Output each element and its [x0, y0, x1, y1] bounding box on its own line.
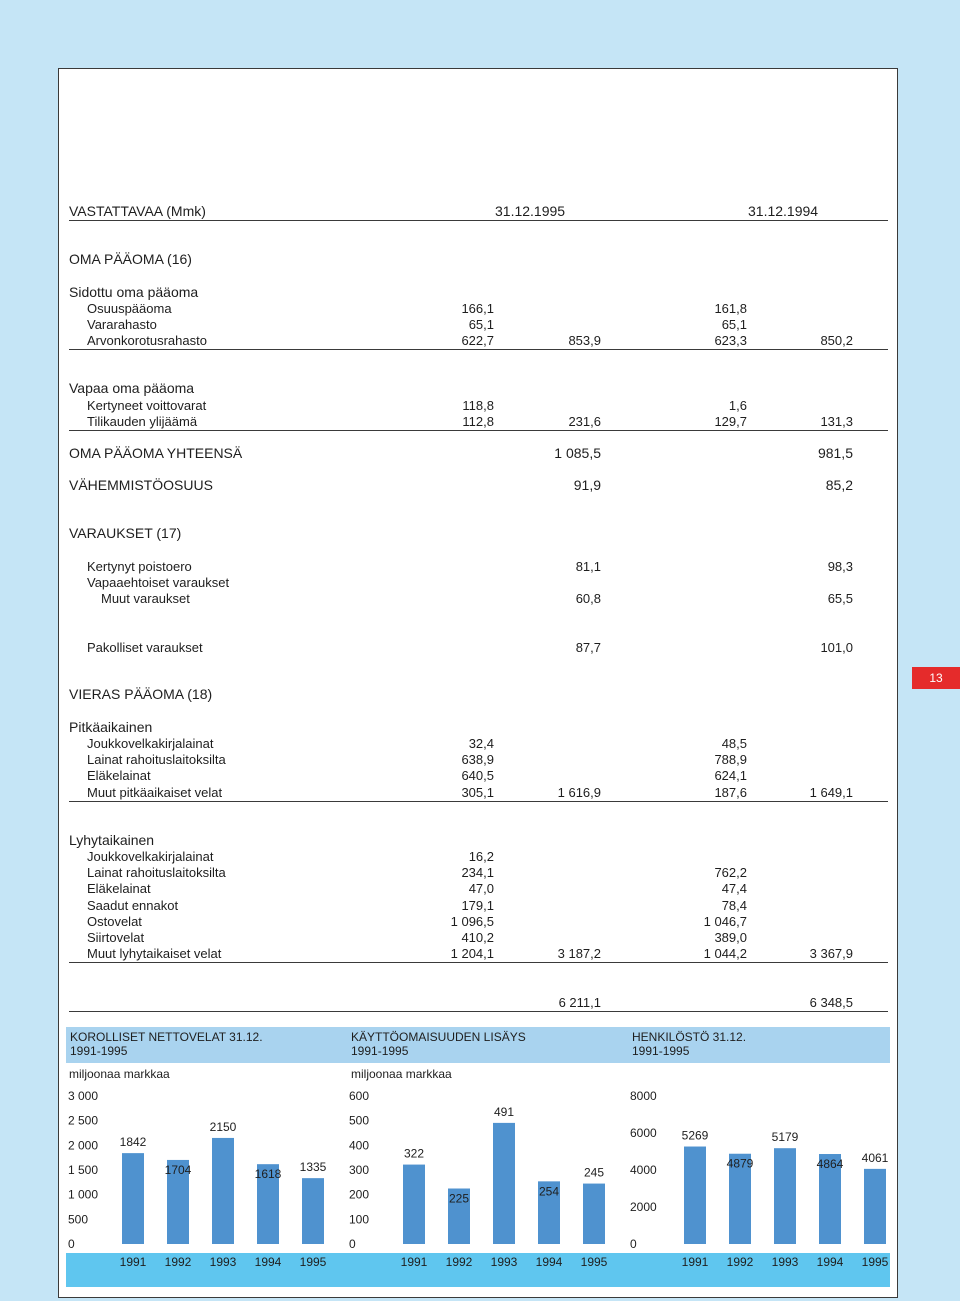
row-value-c3: 129,7: [714, 414, 747, 429]
header-col-1995: 31.12.1995: [495, 203, 566, 219]
row-label: Eläkelainat: [87, 881, 151, 896]
row-value-c2: 3 187,2: [557, 946, 601, 961]
balance-row: [69, 251, 888, 268]
x-tick-label: 1993: [209, 1255, 237, 1269]
bar: [864, 1169, 886, 1244]
balance-row: [69, 880, 888, 897]
chart-debt: [66, 1080, 336, 1280]
chart-title: HENKILÖSTÖ 31.12.: [632, 1030, 747, 1044]
row-label: Joukkovelkakirjalainat: [87, 849, 214, 864]
row-label: Vapaaehtoiset varaukset: [87, 575, 230, 590]
row-label: Pitkäaikainen: [69, 719, 153, 735]
row-value-c1: 640,5: [461, 768, 494, 783]
row-label: Lainat rahoituslaitoksilta: [87, 752, 226, 767]
chart-title-debt: [70, 1030, 263, 1058]
balance-row: [69, 332, 888, 350]
bar: [302, 1178, 324, 1244]
row-label: Muut pitkäaikaiset velat: [87, 785, 223, 800]
row-label: Arvonkorotusrahasto: [87, 333, 207, 348]
row-value-c1: 410,2: [461, 930, 494, 945]
row-label: Tilikauden ylijäämä: [87, 414, 198, 429]
row-value-c1: 234,1: [461, 865, 494, 880]
row-value-c1: 112,8: [462, 414, 494, 429]
x-tick-label: 1995: [299, 1255, 327, 1269]
header-col-1994: 31.12.1994: [748, 203, 819, 219]
y-tick-label: 2000: [630, 1200, 657, 1214]
balance-row: [69, 413, 888, 431]
row-label: Kertynyt poistoero: [87, 559, 192, 574]
y-tick-label: 200: [349, 1187, 370, 1202]
bar-value-label: 1704: [164, 1162, 192, 1177]
header-label: VASTATTAVAA (Mmk): [69, 203, 206, 219]
bar-value-label: 5269: [681, 1128, 709, 1143]
y-tick-label: 600: [349, 1089, 370, 1103]
bar-value-label: 4879: [726, 1156, 754, 1171]
bar-value-label: 322: [403, 1146, 425, 1161]
bar: [583, 1184, 605, 1244]
row-value-c3: 788,9: [714, 752, 747, 767]
balance-row: [69, 848, 888, 865]
chart-title: KÄYTTÖOMAISUUDEN LISÄYS: [351, 1030, 526, 1044]
balance-row: [69, 719, 888, 736]
y-tick-label: 4000: [630, 1163, 657, 1177]
y-tick-label: 300: [349, 1163, 370, 1177]
balance-row: [69, 735, 888, 752]
row-label: Muut lyhytaikaiset velat: [87, 946, 222, 961]
bar: [403, 1165, 425, 1244]
row-label: Kertyneet voittovarat: [87, 398, 207, 413]
x-tick-label: 1995: [580, 1255, 608, 1269]
row-value-c4: 131,3: [820, 414, 853, 429]
row-value-c1: 305,1: [461, 785, 494, 800]
row-value-c4: 98,3: [827, 559, 853, 574]
row-value-c3: 1 046,7: [703, 914, 747, 929]
row-value-c1: 118,8: [462, 398, 494, 413]
y-tick-label: 500: [349, 1113, 370, 1128]
x-tick-label: 1991: [681, 1255, 709, 1269]
bar-value-label: 4864: [816, 1157, 844, 1172]
chart-title-investment: [351, 1030, 526, 1058]
row-label: Lainat rahoituslaitoksilta: [87, 865, 226, 880]
row-value-c3: 1,6: [728, 398, 747, 413]
balance-row: [69, 945, 888, 963]
bar-value-label: 1618: [254, 1167, 282, 1182]
row-label: Osuuspääoma: [87, 301, 172, 316]
row-value-c1: 32,4: [468, 736, 494, 751]
bar: [212, 1138, 234, 1244]
y-tick-label: 0: [349, 1237, 356, 1251]
chart-unit-debt: miljoonaa markkaa: [69, 1067, 170, 1081]
x-tick-label: 1994: [535, 1255, 563, 1269]
x-tick-label: 1993: [490, 1255, 518, 1269]
row-value-c3: 762,2: [714, 865, 747, 880]
row-value-c2: 6 211,1: [558, 995, 601, 1010]
chart-investment: [347, 1080, 617, 1280]
row-value-c4: 981,5: [817, 445, 853, 461]
bar: [774, 1148, 796, 1244]
row-value-c3: 1 044,2: [703, 946, 747, 961]
row-label: Eläkelainat: [87, 768, 151, 783]
row-value-c3: 161,8: [714, 301, 747, 316]
row-value-c1: 622,7: [461, 333, 494, 348]
row-value-c4: 65,5: [827, 591, 853, 606]
balance-header: [69, 203, 888, 221]
balance-row: [69, 590, 888, 607]
row-label: Saadut ennakot: [87, 898, 179, 913]
balance-row: [69, 316, 888, 333]
balance-row: [69, 300, 888, 317]
row-value-c4: 6 348,5: [809, 995, 853, 1010]
row-value-c1: 1 096,5: [450, 914, 494, 929]
row-value-c1: 47,0: [468, 881, 494, 896]
row-label: VÄHEMMISTÖOSUUS: [69, 477, 213, 493]
balance-row: [69, 477, 888, 494]
row-value-c2: 853,9: [568, 333, 601, 348]
balance-row: [69, 864, 888, 881]
row-value-c2: 1 085,5: [554, 445, 601, 461]
balance-row: [69, 994, 888, 1012]
balance-row: [69, 686, 888, 703]
row-value-c1: 16,2: [468, 849, 494, 864]
chart-subtitle: 1991-1995: [70, 1044, 128, 1058]
row-label: VIERAS PÄÄOMA (18): [69, 686, 213, 702]
bar-value-label: 245: [583, 1165, 605, 1180]
row-value-c3: 48,5: [721, 736, 747, 751]
row-value-c4: 101,0: [820, 640, 853, 655]
row-label: OMA PÄÄOMA YHTEENSÄ: [69, 445, 243, 461]
page-number-tab: 13: [912, 667, 960, 689]
row-label: Vararahasto: [87, 317, 157, 332]
row-value-c1: 65,1: [468, 317, 494, 332]
balance-row: [69, 751, 888, 768]
balance-row: [69, 397, 888, 414]
row-value-c3: 187,6: [714, 785, 747, 800]
y-tick-label: 6000: [630, 1126, 657, 1140]
balance-row: [69, 897, 888, 914]
y-tick-label: 500: [68, 1212, 89, 1227]
bar-value-label: 225: [448, 1191, 470, 1206]
row-label: Lyhytaikainen: [69, 832, 155, 848]
x-tick-label: 1992: [164, 1255, 192, 1269]
y-tick-label: 3 000: [68, 1089, 99, 1103]
bar-value-label: 254: [538, 1184, 560, 1199]
chart-title-personnel: [632, 1030, 746, 1058]
row-value-c3: 47,4: [721, 881, 747, 896]
balance-row: [69, 913, 888, 930]
row-value-c3: 623,3: [714, 333, 747, 348]
balance-row: [69, 784, 888, 802]
row-label: Vapaa oma pääoma: [69, 380, 195, 396]
x-tick-label: 1991: [119, 1255, 147, 1269]
row-label: VARAUKSET (17): [69, 525, 182, 541]
x-tick-label: 1991: [400, 1255, 428, 1269]
bar: [493, 1123, 515, 1244]
row-value-c3: 624,1: [714, 768, 747, 783]
row-value-c2: 81,1: [575, 559, 601, 574]
x-tick-label: 1993: [771, 1255, 799, 1269]
balance-row: [69, 929, 888, 946]
y-tick-label: 1 500: [68, 1163, 99, 1177]
balance-row: [69, 639, 888, 656]
bar-value-label: 4061: [861, 1150, 889, 1165]
y-tick-label: 100: [349, 1212, 370, 1227]
row-value-c3: 65,1: [721, 317, 747, 332]
chart-title: KOROLLISET NETTOVELAT 31.12.: [70, 1030, 263, 1044]
balance-row: [69, 284, 888, 301]
row-label: Sidottu oma pääoma: [69, 284, 199, 300]
row-label: Pakolliset varaukset: [87, 640, 203, 655]
row-value-c4: 850,2: [820, 333, 853, 348]
row-value-c2: 87,7: [575, 640, 601, 655]
y-tick-label: 1 000: [68, 1187, 99, 1202]
x-tick-label: 1994: [254, 1255, 282, 1269]
row-value-c1: 638,9: [461, 752, 494, 767]
row-label: Ostovelat: [87, 914, 142, 929]
row-value-c3: 78,4: [721, 898, 747, 913]
bar-value-label: 5179: [771, 1130, 799, 1145]
balance-row: [69, 525, 888, 542]
bar: [684, 1147, 706, 1244]
chart-personnel: [628, 1080, 898, 1280]
y-tick-label: 0: [68, 1237, 75, 1251]
row-value-c2: 1 616,9: [557, 785, 601, 800]
balance-row: [69, 832, 888, 849]
row-value-c3: 389,0: [714, 930, 747, 945]
row-value-c4: 1 649,1: [809, 785, 853, 800]
row-value-c4: 3 367,9: [809, 946, 853, 961]
row-value-c1: 1 204,1: [450, 946, 494, 961]
x-tick-label: 1995: [861, 1255, 889, 1269]
row-value-c4: 85,2: [825, 477, 853, 493]
row-label: OMA PÄÄOMA (16): [69, 251, 192, 267]
chart-subtitle: 1991-1995: [632, 1044, 690, 1058]
balance-row: [69, 445, 888, 462]
row-label: Siirtovelat: [87, 930, 145, 945]
chart-unit-investment: miljoonaa markkaa: [351, 1067, 452, 1081]
x-tick-label: 1994: [816, 1255, 844, 1269]
balance-row: [69, 767, 888, 784]
row-label: Joukkovelkakirjalainat: [87, 736, 214, 751]
row-value-c2: 231,6: [568, 414, 601, 429]
row-label: Muut varaukset: [101, 591, 190, 606]
y-tick-label: 400: [349, 1138, 370, 1153]
bar-value-label: 2150: [209, 1119, 237, 1134]
x-tick-label: 1992: [726, 1255, 754, 1269]
row-value-c1: 166,1: [461, 301, 494, 316]
bar-value-label: 1842: [119, 1135, 147, 1150]
balance-row: [69, 574, 888, 591]
balance-row: [69, 558, 888, 575]
y-tick-label: 2 000: [68, 1138, 99, 1153]
bar-value-label: 1335: [299, 1160, 327, 1175]
y-tick-label: 0: [630, 1237, 637, 1251]
row-value-c2: 60,8: [575, 591, 601, 606]
row-value-c1: 179,1: [461, 898, 494, 913]
x-tick-label: 1992: [445, 1255, 473, 1269]
row-value-c2: 91,9: [573, 477, 601, 493]
y-tick-label: 8000: [630, 1089, 657, 1103]
chart-subtitle: 1991-1995: [351, 1044, 409, 1058]
bar: [122, 1153, 144, 1244]
balance-row: [69, 380, 888, 397]
bar-value-label: 491: [493, 1104, 515, 1119]
y-tick-label: 2 500: [68, 1113, 99, 1128]
